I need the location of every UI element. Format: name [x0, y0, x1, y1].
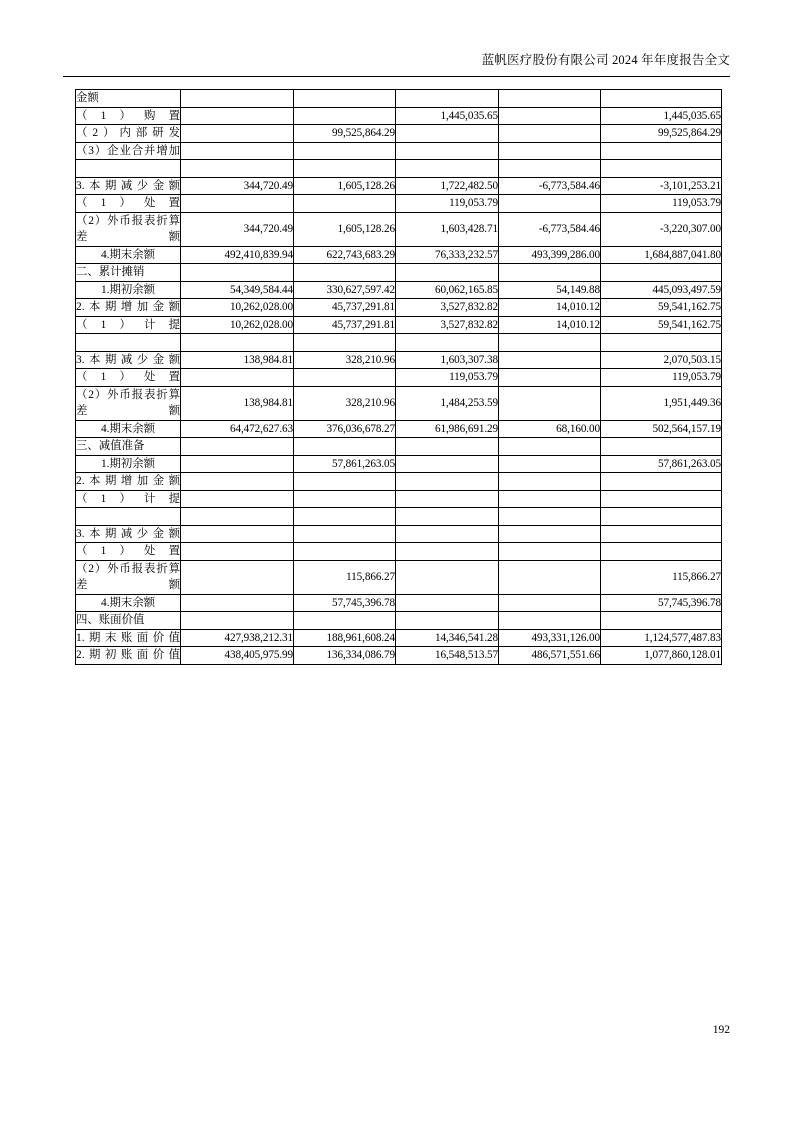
row-value-cell: 2,070,503.15 — [601, 351, 722, 369]
row-value-cell — [601, 543, 722, 561]
row-value-cell: 64,472,627.63 — [181, 420, 294, 438]
row-value-cell: 344,720.49 — [181, 212, 294, 246]
row-value-cell: 1,605,128.26 — [294, 212, 396, 246]
row-value-cell — [499, 525, 601, 543]
row-value-cell — [294, 612, 396, 630]
row-value-cell: 99,525,864.29 — [601, 125, 722, 143]
row-value-cell: 57,861,263.05 — [294, 455, 396, 473]
page-header — [63, 52, 730, 68]
table-row — [76, 508, 722, 526]
row-value-cell — [499, 455, 601, 473]
row-value-cell: 330,627,597.42 — [294, 281, 396, 299]
row-value-cell: 119,053.79 — [396, 195, 499, 213]
row-value-cell: 1,722,482.50 — [396, 177, 499, 195]
row-value-cell — [396, 525, 499, 543]
row-value-cell: 45,737,291.81 — [294, 316, 396, 334]
row-value-cell — [499, 90, 601, 108]
row-value-cell — [294, 543, 396, 561]
row-value-cell — [601, 264, 722, 282]
table-row — [76, 246, 722, 264]
row-value-cell — [294, 195, 396, 213]
row-value-cell: 14,346,541.28 — [396, 629, 499, 647]
row-value-cell — [181, 369, 294, 387]
row-label-cell: （1）处置 — [76, 543, 181, 561]
row-value-cell: 492,410,839.94 — [181, 246, 294, 264]
row-label-cell: （3）企业合并增加 — [76, 142, 181, 160]
row-value-cell — [181, 107, 294, 125]
row-value-cell: 16,548,513.57 — [396, 647, 499, 665]
row-label-cell: 3.本期减少金额 — [76, 177, 181, 195]
row-value-cell — [181, 438, 294, 456]
row-value-cell — [499, 125, 601, 143]
row-value-cell — [499, 386, 601, 420]
row-value-cell: 10,262,028.00 — [181, 316, 294, 334]
row-label-cell: 3.本期减少金额 — [76, 525, 181, 543]
intangible-assets-table — [75, 89, 722, 665]
row-value-cell — [294, 90, 396, 108]
row-value-cell — [181, 264, 294, 282]
row-value-cell: 99,525,864.29 — [294, 125, 396, 143]
row-value-cell — [601, 473, 722, 491]
row-value-cell — [181, 473, 294, 491]
header-divider — [63, 76, 730, 77]
row-value-cell — [499, 351, 601, 369]
row-value-cell: -3,101,253.21 — [601, 177, 722, 195]
row-label-cell: 二、累计摊销 — [76, 264, 181, 282]
row-value-cell — [396, 543, 499, 561]
row-value-cell: 68,160.00 — [499, 420, 601, 438]
row-label-cell: （2）外币报表折算差额 — [76, 212, 181, 246]
row-value-cell: 188,961,608.24 — [294, 629, 396, 647]
row-label-cell: 1.期末账面价值 — [76, 629, 181, 647]
row-value-cell: 493,331,126.00 — [499, 629, 601, 647]
row-value-cell — [396, 508, 499, 526]
row-value-cell: 119,053.79 — [601, 195, 722, 213]
row-value-cell — [396, 90, 499, 108]
table-row — [76, 647, 722, 665]
row-value-cell: 14,010.12 — [499, 316, 601, 334]
row-value-cell — [499, 508, 601, 526]
row-label-cell: （1）处置 — [76, 369, 181, 387]
table-row — [76, 281, 722, 299]
row-value-cell: 1,445,035.65 — [396, 107, 499, 125]
row-label-cell — [76, 508, 181, 526]
row-value-cell: 376,036,678.27 — [294, 420, 396, 438]
table-row — [76, 125, 722, 143]
row-value-cell — [294, 264, 396, 282]
row-value-cell — [181, 90, 294, 108]
row-value-cell — [181, 334, 294, 352]
table-row — [76, 177, 722, 195]
row-value-cell — [601, 90, 722, 108]
row-value-cell — [181, 612, 294, 630]
row-label-cell: 3.本期减少金额 — [76, 351, 181, 369]
row-value-cell — [396, 334, 499, 352]
row-value-cell — [294, 438, 396, 456]
row-value-cell — [181, 125, 294, 143]
row-value-cell: 1,603,307.38 — [396, 351, 499, 369]
row-value-cell — [396, 473, 499, 491]
table-row — [76, 473, 722, 491]
row-value-cell — [499, 438, 601, 456]
table-row — [76, 543, 722, 561]
row-value-cell: 10,262,028.00 — [181, 299, 294, 317]
row-value-cell — [396, 612, 499, 630]
row-label-cell: （1）处置 — [76, 195, 181, 213]
row-value-cell: 1,684,887,041.80 — [601, 246, 722, 264]
report-header-title: 蓝帆医疗股份有限公司 2024 年年度报告全文 — [481, 53, 730, 67]
row-value-cell — [294, 490, 396, 508]
row-value-cell: 438,405,975.99 — [181, 647, 294, 665]
row-value-cell — [601, 142, 722, 160]
row-value-cell — [396, 264, 499, 282]
row-value-cell — [499, 142, 601, 160]
table-row — [76, 90, 722, 108]
row-value-cell: 1,605,128.26 — [294, 177, 396, 195]
row-value-cell — [181, 543, 294, 561]
row-value-cell — [499, 107, 601, 125]
table-row — [76, 195, 722, 213]
table-row — [76, 438, 722, 456]
table-row — [76, 612, 722, 630]
row-value-cell — [181, 455, 294, 473]
row-value-cell — [499, 160, 601, 178]
table-row — [76, 490, 722, 508]
row-value-cell: 486,571,551.66 — [499, 647, 601, 665]
row-value-cell — [396, 560, 499, 594]
row-value-cell — [601, 525, 722, 543]
row-label-cell: 2.本期增加金额 — [76, 473, 181, 491]
row-label-cell: 4.期末余额 — [76, 246, 181, 264]
row-value-cell: 115,866.27 — [601, 560, 722, 594]
row-value-cell — [181, 142, 294, 160]
row-label-cell: 三、减值准备 — [76, 438, 181, 456]
row-value-cell — [181, 195, 294, 213]
row-value-cell: -6,773,584.46 — [499, 177, 601, 195]
row-value-cell: 76,333,232.57 — [396, 246, 499, 264]
row-value-cell — [499, 594, 601, 612]
row-label-cell — [76, 334, 181, 352]
row-value-cell: 1,484,253.59 — [396, 386, 499, 420]
row-value-cell — [294, 508, 396, 526]
row-value-cell — [499, 560, 601, 594]
row-label-cell: 四、账面价值 — [76, 612, 181, 630]
intangible-assets-table-container — [75, 89, 721, 665]
row-value-cell — [181, 560, 294, 594]
row-label-cell: 2.期初账面价值 — [76, 647, 181, 665]
row-value-cell — [601, 508, 722, 526]
row-value-cell — [499, 543, 601, 561]
row-value-cell: 45,737,291.81 — [294, 299, 396, 317]
table-row — [76, 299, 722, 317]
table-row — [76, 629, 722, 647]
table-row — [76, 264, 722, 282]
row-value-cell — [499, 473, 601, 491]
row-value-cell — [294, 369, 396, 387]
row-value-cell — [396, 142, 499, 160]
row-label-cell: （2）内部研发 — [76, 125, 181, 143]
row-value-cell — [396, 438, 499, 456]
row-label-cell: 4.期末余额 — [76, 594, 181, 612]
row-value-cell: 119,053.79 — [601, 369, 722, 387]
row-value-cell — [396, 455, 499, 473]
row-value-cell: 493,399,286.00 — [499, 246, 601, 264]
row-label-cell: 1.期初余额 — [76, 455, 181, 473]
row-value-cell: 115,866.27 — [294, 560, 396, 594]
row-value-cell: 59,541,162.75 — [601, 299, 722, 317]
row-value-cell: 138,984.81 — [181, 351, 294, 369]
row-value-cell: 1,077,860,128.01 — [601, 647, 722, 665]
row-value-cell: 60,062,165.85 — [396, 281, 499, 299]
row-value-cell — [181, 525, 294, 543]
row-value-cell — [181, 490, 294, 508]
row-value-cell — [499, 334, 601, 352]
row-value-cell — [601, 490, 722, 508]
row-value-cell: 502,564,157.19 — [601, 420, 722, 438]
row-value-cell: 57,861,263.05 — [601, 455, 722, 473]
row-value-cell: 1,951,449.36 — [601, 386, 722, 420]
row-value-cell — [499, 195, 601, 213]
row-value-cell: 57,745,396.78 — [601, 594, 722, 612]
row-value-cell — [396, 490, 499, 508]
row-label-cell: 1.期初余额 — [76, 281, 181, 299]
table-row — [76, 420, 722, 438]
row-value-cell: 445,093,497.59 — [601, 281, 722, 299]
table-row — [76, 525, 722, 543]
row-value-cell — [499, 612, 601, 630]
table-body — [76, 90, 722, 665]
row-value-cell — [601, 160, 722, 178]
row-value-cell: 136,334,086.79 — [294, 647, 396, 665]
table-row — [76, 212, 722, 246]
row-label-cell: 金额 — [76, 90, 181, 108]
row-value-cell: 1,124,577,487.83 — [601, 629, 722, 647]
row-value-cell: 59,541,162.75 — [601, 316, 722, 334]
row-value-cell — [181, 160, 294, 178]
row-value-cell: 3,527,832.82 — [396, 299, 499, 317]
row-value-cell — [294, 334, 396, 352]
table-row — [76, 369, 722, 387]
row-value-cell — [294, 473, 396, 491]
table-row — [76, 351, 722, 369]
row-value-cell — [499, 264, 601, 282]
row-label-cell — [76, 160, 181, 178]
row-value-cell — [601, 334, 722, 352]
row-value-cell: 3,527,832.82 — [396, 316, 499, 334]
row-value-cell: 138,984.81 — [181, 386, 294, 420]
row-value-cell — [396, 160, 499, 178]
row-value-cell: 54,349,584.44 — [181, 281, 294, 299]
row-value-cell: 328,210.96 — [294, 386, 396, 420]
row-value-cell: 427,938,212.31 — [181, 629, 294, 647]
row-value-cell: -6,773,584.46 — [499, 212, 601, 246]
row-value-cell: 344,720.49 — [181, 177, 294, 195]
table-row — [76, 594, 722, 612]
row-label-cell: （2）外币报表折算差额 — [76, 386, 181, 420]
row-value-cell — [396, 594, 499, 612]
row-value-cell — [601, 438, 722, 456]
table-row — [76, 316, 722, 334]
row-value-cell — [601, 612, 722, 630]
row-value-cell: 54,149.88 — [499, 281, 601, 299]
row-value-cell: 61,986,691.29 — [396, 420, 499, 438]
row-value-cell: -3,220,307.00 — [601, 212, 722, 246]
row-value-cell: 622,743,683.29 — [294, 246, 396, 264]
table-row — [76, 455, 722, 473]
row-value-cell: 57,745,396.78 — [294, 594, 396, 612]
row-value-cell: 1,603,428.71 — [396, 212, 499, 246]
row-value-cell — [499, 369, 601, 387]
row-label-cell: （1）计提 — [76, 316, 181, 334]
row-value-cell — [499, 490, 601, 508]
row-label-cell: 4.期末余额 — [76, 420, 181, 438]
row-value-cell: 328,210.96 — [294, 351, 396, 369]
table-row — [76, 160, 722, 178]
row-label-cell: 2.本期增加金额 — [76, 299, 181, 317]
table-row — [76, 142, 722, 160]
table-row — [76, 334, 722, 352]
row-value-cell — [181, 594, 294, 612]
row-value-cell — [294, 525, 396, 543]
table-row — [76, 386, 722, 420]
row-value-cell: 119,053.79 — [396, 369, 499, 387]
row-value-cell — [294, 142, 396, 160]
row-label-cell: （1）购置 — [76, 107, 181, 125]
table-row — [76, 107, 722, 125]
row-value-cell — [181, 508, 294, 526]
page-number: 192 — [712, 1024, 730, 1036]
table-row — [76, 560, 722, 594]
row-value-cell — [294, 107, 396, 125]
row-value-cell: 1,445,035.65 — [601, 107, 722, 125]
row-value-cell — [294, 160, 396, 178]
row-label-cell: （2）外币报表折算差额 — [76, 560, 181, 594]
row-value-cell — [396, 125, 499, 143]
row-label-cell: （1）计提 — [76, 490, 181, 508]
row-value-cell: 14,010.12 — [499, 299, 601, 317]
